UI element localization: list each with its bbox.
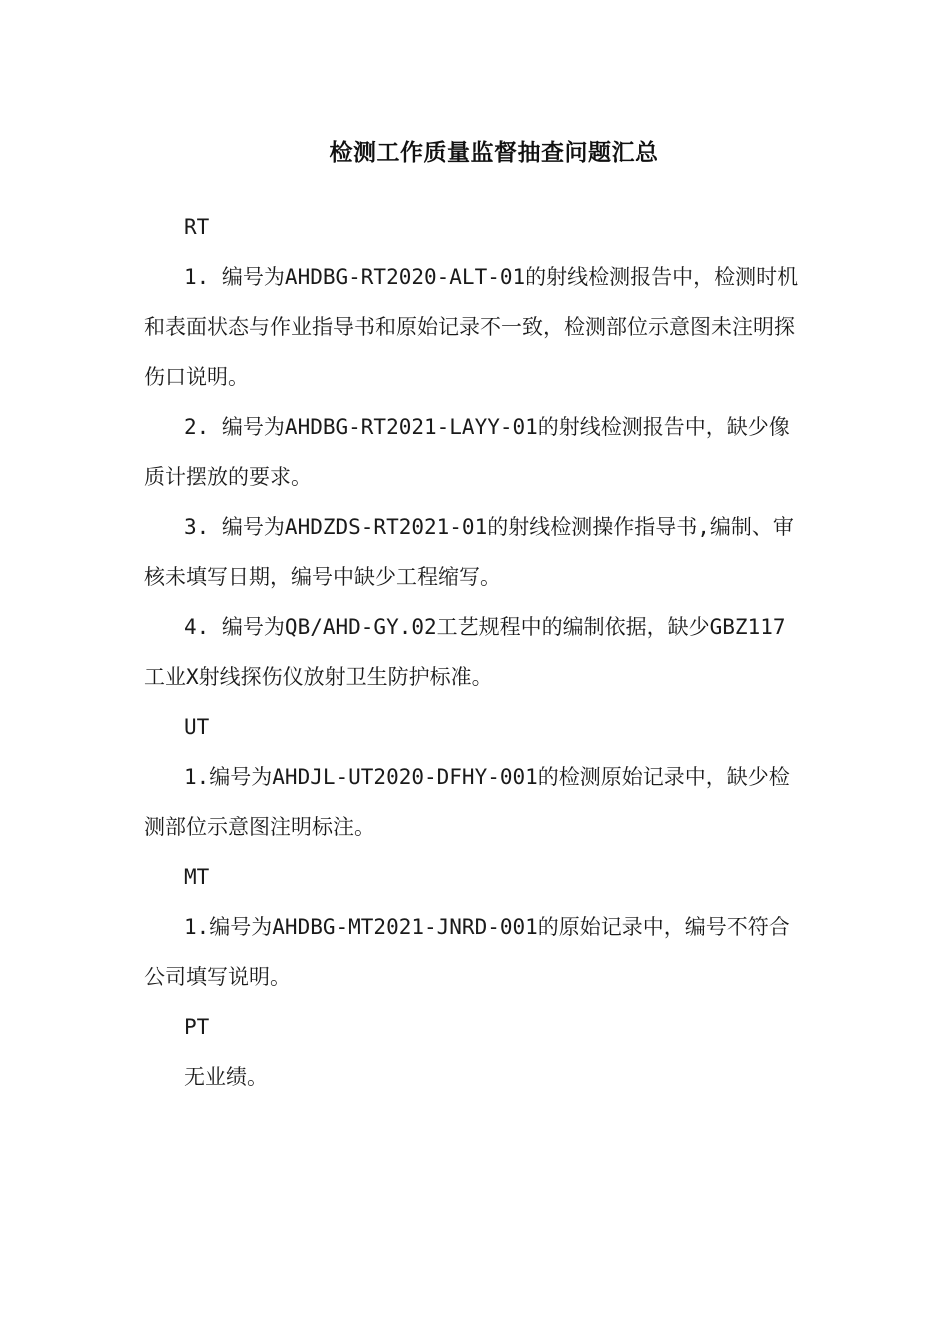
rt-item-2: 2. 编号为AHDBG-RT2021-LAYY-01的射线检测报告中，缺少像质计摆放的要求。 (144, 415, 790, 489)
rt-item-4: 4. 编号为QB/AHD-GY.02工艺规程中的编制依据，缺少GBZ117 工业X射线探伤仪放射卫生防护标准。 (144, 615, 786, 689)
section-heading-ut: UT (184, 715, 210, 739)
section-heading-mt: MT (184, 865, 210, 889)
section-heading-rt: RT (184, 215, 210, 239)
document-body (144, 202, 808, 1102)
pt-item-1: 无业绩。 (184, 1065, 268, 1089)
mt-item-1: 1.编号为AHDBG-MT2021-JNRD-001的原始记录中，编号不符合公司填写说明。 (144, 915, 790, 989)
ut-item-1: 1.编号为AHDJL-UT2020-DFHY-001的检测原始记录中，缺少检测部位示意图注明标注。 (144, 765, 790, 839)
rt-item-1: 1. 编号为AHDBG-RT2020-ALT-01的射线检测报告中，检测时机和表面状态与作业指导书和原始记录不一致，检测部位示意图未注明探伤口说明。 (144, 265, 799, 389)
document-title: 检测工作质量监督抽查问题汇总 (329, 139, 659, 166)
rt-item-3: 3. 编号为AHDZDS-RT2021-01的射线检测操作指导书,编制、审核未填写日期，编号中缺少工程缩写。 (144, 515, 794, 589)
section-heading-pt: PT (184, 1015, 210, 1039)
